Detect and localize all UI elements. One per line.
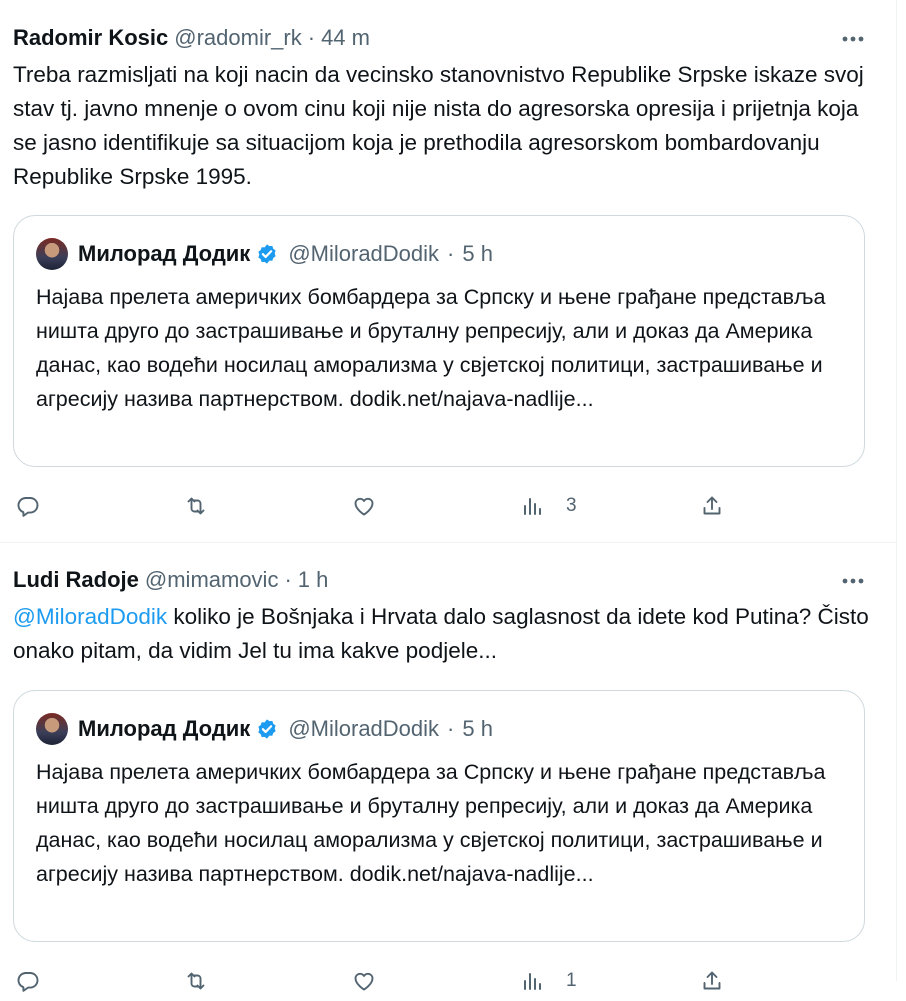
quoted-tweet-header (36, 713, 493, 745)
share-button[interactable] (700, 961, 724, 1001)
heart-icon (352, 969, 376, 993)
author-handle[interactable]: @mimamovic (144, 567, 279, 592)
quoted-tweet-header (36, 238, 493, 270)
reply-button[interactable] (16, 961, 40, 1001)
views-button[interactable] (520, 486, 577, 526)
quoted-tweet-text: Најава прелета америчких бомбардера за Српску и њене грађане представља ништа друго до застрашивање и бруталну репресију, али и доказ да Америка данас, као водећи носилац аморализма у свјетској политици, застрашивање и агресију назива партнерством. dodik.net/najava-nadlije... (36, 285, 826, 411)
more-icon (842, 578, 864, 584)
tweet-text (13, 600, 873, 668)
like-button[interactable] (352, 961, 376, 1001)
tweet-header (13, 25, 370, 51)
quoted-author-name[interactable]: Милорад Додик (78, 716, 251, 741)
avatar[interactable] (36, 713, 68, 745)
retweet-icon (184, 494, 208, 518)
views-count: 1 (566, 970, 577, 991)
views-icon (520, 494, 544, 518)
tweet-header (13, 567, 328, 593)
heart-icon (352, 494, 376, 518)
retweet-icon (184, 969, 208, 993)
quoted-tweet-text: Најава прелета америчких бомбардера за Српску и њене грађане представља ништа друго до застрашивање и бруталну репресију, али и доказ да Америка данас, као водећи носилац аморализма у свјетској политици, застрашивање и агресију назива партнерством. dodik.net/najava-nadlije... (36, 760, 826, 886)
more-options-button[interactable] (840, 568, 866, 594)
quoted-author-handle[interactable]: @MiloradDodik (288, 241, 440, 266)
tweet-time[interactable]: 44 m (321, 25, 370, 50)
verified-badge-icon (256, 718, 278, 740)
separator-dot: · (447, 716, 455, 741)
tweet-text-content: koliko je Bošnjaka i Hrvata dalo saglasnost da idete kod Putina? Čisto onako pitam, da vidim Jel tu ima kakve podjele... (13, 604, 869, 663)
share-icon (700, 969, 724, 993)
tweet-text (13, 58, 873, 194)
separator-dot: · (307, 25, 316, 50)
author-handle[interactable]: @radomir_rk (174, 25, 302, 50)
quoted-tweet[interactable] (13, 215, 865, 467)
reply-icon (16, 969, 40, 993)
separator-dot: · (284, 567, 292, 592)
more-options-button[interactable] (840, 26, 866, 52)
retweet-button[interactable] (184, 961, 208, 1001)
views-icon (520, 969, 544, 993)
author-name[interactable]: Radomir Kosic (13, 25, 169, 50)
views-button[interactable] (520, 961, 577, 1001)
tweet-text-content: Treba razmisljati na koji nacin da vecinsko stanovnistvo Republike Srpske iskaze svoj stav tj. javno mnenje o ovom cinu koji nije nista do agresorska opresija i prijetnja koja se jasno identifikuje sa situacijom koja je prethodila agresorskom bombardovanju Republike Srpske 1995. (13, 62, 864, 189)
verified-badge-icon (256, 243, 278, 265)
quoted-tweet[interactable] (13, 690, 865, 942)
mention-link[interactable]: @MiloradDodik (13, 604, 168, 629)
tweet-actions (0, 961, 896, 1001)
tweet-actions (0, 486, 896, 526)
views-count: 3 (566, 495, 577, 516)
retweet-button[interactable] (184, 486, 208, 526)
avatar[interactable] (36, 238, 68, 270)
tweet[interactable] (0, 543, 896, 991)
reply-icon (16, 494, 40, 518)
like-button[interactable] (352, 486, 376, 526)
tweet-time[interactable]: 1 h (297, 567, 329, 592)
quoted-author-name[interactable]: Милорад Додик (78, 241, 251, 266)
share-button[interactable] (700, 486, 724, 526)
author-name[interactable]: Ludi Radoje (13, 567, 139, 592)
quoted-tweet-time[interactable]: 5 h (462, 241, 493, 266)
share-icon (700, 494, 724, 518)
quoted-author-handle[interactable]: @MiloradDodik (288, 716, 440, 741)
separator-dot: · (447, 241, 455, 266)
quoted-tweet-time[interactable]: 5 h (462, 716, 493, 741)
reply-button[interactable] (16, 486, 40, 526)
more-icon (842, 36, 864, 42)
